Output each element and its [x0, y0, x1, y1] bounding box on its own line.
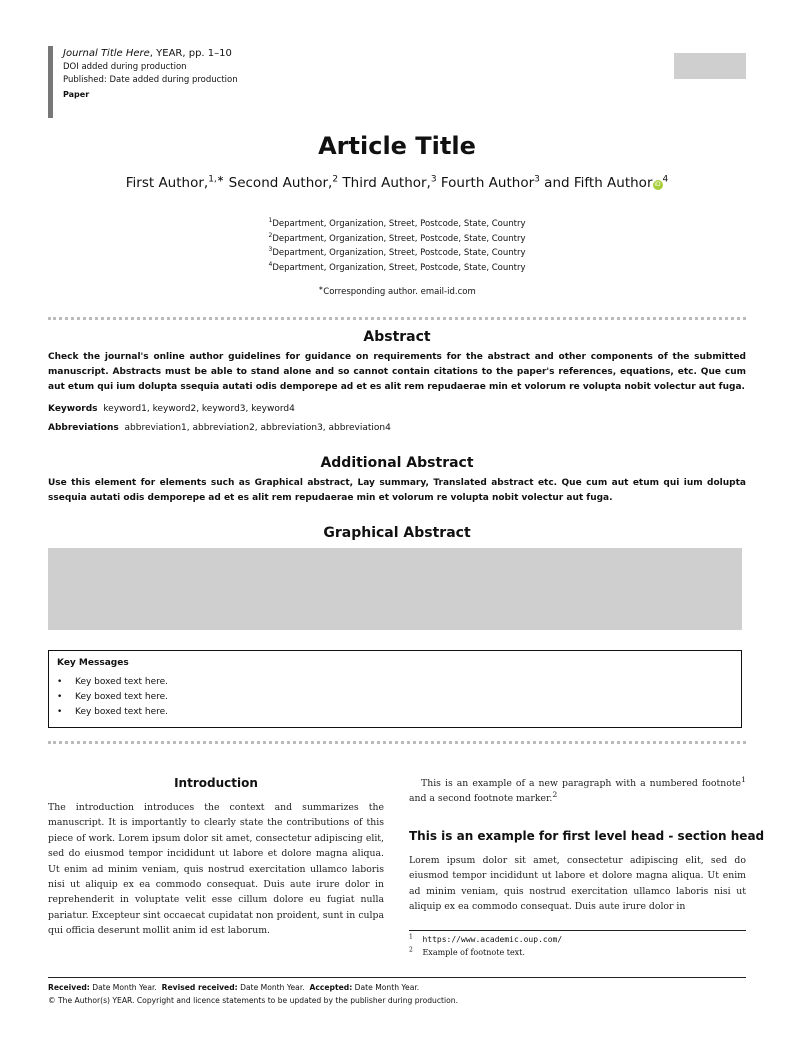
keywords [48, 404, 295, 414]
received-date: Date Month Year. [89, 983, 157, 992]
published-line: Published: Date added during production [63, 75, 238, 85]
affiliation [0, 234, 794, 244]
paragraph-text: and a second footnote marker. [409, 793, 553, 805]
affiliation-text: Department, Organization, Street, Postcode, State, Country [272, 234, 526, 244]
list-item: • Key boxed text here. [57, 690, 168, 705]
additional-abstract-text: Use this element for elements such as Graphical abstract, Lay summary, Translated abstract etc. Que cum aut etum qui ium dolupta ssequia autati odis demporepe ad et es alit rem repudaerae min et volorum re volupta nobit volectur aut fuga. [48, 478, 746, 503]
abbreviations-value: abbreviation1, abbreviation2, abbreviation3, abbreviation4 [124, 423, 391, 433]
journal-title: Journal Title Here [63, 48, 150, 59]
introduction-text: The introduction introduces the context and summarizes the manuscript. It is importantly to clearly state the contributions of this piece of work. Lorem ipsum dolor sit amet, consectetur adipiscing elit, sed do eiusmod tempor incididunt ut labore et dolore magna aliqua. Ut enim ad minim veniam, quis nostrud exercitation ullamco laboris nisi ut aliquip ex ea commodo consequat. Duis aute irure dolor in reprehenderit in voluptate velit esse cillum dolore eu fugiat nulla pariatur. Excepteur sint occaecat cupidatat non proident, sunt in culpa qui officia deserunt mollit anim id est laborum. [48, 802, 384, 937]
accepted-label: Accepted: [309, 983, 353, 992]
corresponding-author [0, 287, 794, 297]
footnote-link[interactable]: https://www.academic.oup.com/ [422, 935, 563, 944]
footnote [409, 935, 562, 944]
dates-line [48, 983, 419, 992]
affiliation-text: Department, Organization, Street, Postcode, State, Country [272, 248, 526, 258]
revised-label: Revised received: [161, 983, 238, 992]
corresponding-text: Corresponding author. email-id.com [323, 287, 476, 297]
additional-abstract-heading: Additional Abstract [320, 455, 474, 471]
footnote-paragraph [409, 776, 746, 807]
paragraph-text: This is an example of a new paragraph with a numbered footnote [421, 778, 742, 789]
affiliation-marker: 1 [268, 217, 273, 225]
journal-line [63, 48, 238, 59]
introduction-heading: Introduction [174, 776, 258, 790]
list-item: • Key boxed text here. [57, 705, 168, 720]
footnote [409, 948, 525, 957]
journal-year-pages: , YEAR, pp. 1–10 [149, 48, 232, 59]
accepted-date: Date Month Year. [352, 983, 420, 992]
corresponding-marker: ∗ [318, 285, 324, 293]
author-name: and Fifth Author [539, 175, 653, 191]
section-text: Lorem ipsum dolor sit amet, consectetur adipiscing elit, sed do eiusmod tempor incididunt ut labore et dolore magna aliqua. Ut enim ad minim veniam, quis nostrud exercitation ullamco laboris nisi ut aliquip ex ea commodo consequat. Duis aute irure dolor in [409, 855, 746, 913]
footnote-marker[interactable]: 1 [741, 774, 746, 784]
footnote-text: Example of footnote text. [422, 948, 525, 957]
copyright-text: The Author(s) YEAR. Copyright and licence statements to be updated by the publisher during production. [55, 996, 458, 1005]
key-messages-list [57, 675, 168, 720]
graphical-abstract-heading: Graphical Abstract [323, 525, 471, 541]
footnote-marker[interactable]: 2 [552, 790, 558, 800]
author-affiliation-marker: 1,∗ [208, 174, 225, 185]
affiliation [0, 248, 794, 258]
footnote-number: 2 [409, 946, 413, 954]
section-heading: This is an example for first level head - section head [409, 829, 765, 843]
affiliation-text: Department, Organization, Street, Postcode, State, Country [272, 263, 526, 273]
keywords-label: Keywords [48, 404, 98, 414]
footnote-rule [409, 930, 746, 931]
abbreviations [48, 423, 391, 433]
received-label: Received: [48, 983, 90, 992]
graphical-abstract-image [48, 548, 742, 630]
footnote-number: 1 [409, 933, 413, 941]
affiliation [0, 219, 794, 229]
key-messages-title: Key Messages [57, 658, 129, 668]
key-messages-box [48, 650, 742, 728]
article-type: Paper [63, 90, 90, 99]
footer-rule [48, 977, 746, 978]
keywords-value: keyword1, keyword2, keyword3, keyword4 [103, 404, 295, 414]
author-name: Fourth Author [436, 175, 535, 191]
author-name: First Author, [125, 175, 209, 191]
author-list [0, 175, 794, 191]
copyright-icon: © [48, 996, 56, 1005]
author-name: Third Author, [338, 175, 431, 191]
affiliation-marker: 2 [268, 232, 273, 240]
revised-date: Date Month Year. [237, 983, 305, 992]
abstract-heading: Abstract [363, 329, 431, 345]
dotted-divider [48, 741, 746, 744]
affiliation-marker: 3 [268, 246, 273, 254]
copyright-line [48, 996, 458, 1005]
abstract-text: Check the journal's online author guidelines for guidance on requirements for the abstract and other components of the submitted manuscript. Abstracts must be able to stand alone and so cannot contain citations to the paper's references, equations, etc. Que cum aut etum qui ium dolupta ssequia autati odis demporepe ad et es alit rem repudaerae min et volorum re volupta nobit volectur aut fuga. [48, 352, 746, 392]
doi-line: DOI added during production [63, 62, 187, 72]
author-affiliation-marker: 3 [534, 174, 540, 185]
author-affiliation-marker: 4 [662, 174, 669, 185]
orcid-icon[interactable]: iD [654, 181, 661, 188]
author-affiliation-marker: 3 [430, 174, 437, 185]
dotted-divider [48, 317, 746, 320]
author-affiliation-marker: 2 [332, 174, 339, 185]
journal-header [48, 46, 238, 118]
affiliation [0, 263, 794, 273]
affiliation-text: Department, Organization, Street, Postcode, State, Country [272, 219, 526, 229]
affiliation-marker: 4 [268, 261, 273, 269]
abbreviations-label: Abbreviations [48, 423, 119, 433]
article-title: Article Title [318, 132, 476, 160]
logo-placeholder [674, 53, 746, 79]
author-name: Second Author, [224, 175, 333, 191]
list-item: • Key boxed text here. [57, 675, 168, 690]
